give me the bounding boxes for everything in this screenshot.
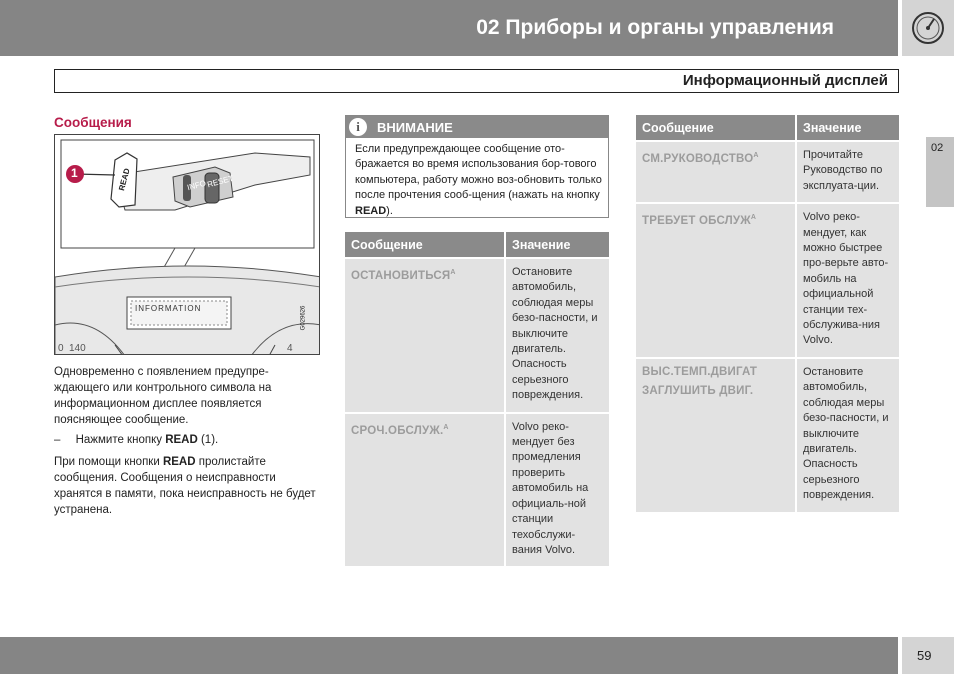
- message-cell: $ОСТАНОВИТЬСЯ^A$: [345, 257, 506, 412]
- illustration-code: G029626: [300, 305, 307, 331]
- table-row: [345, 257, 609, 412]
- table2-header-meaning: Значение: [797, 115, 899, 140]
- stalk-and-display-illustration: [54, 134, 320, 355]
- table-row: [345, 412, 609, 567]
- info-label: INFO: [186, 178, 207, 193]
- meaning-cell: Volvo реко-мендует без промедления проверить автомобиль на официаль-ной станции техобслужи-вания Volvo.: [506, 412, 609, 567]
- warning-title: ВНИМАНИЕ: [377, 120, 453, 135]
- table1-header-meaning: Значение: [506, 232, 609, 257]
- messages-table-2: [636, 115, 899, 512]
- meaning-cell: Остановите автомобиль, соблюдая меры безо-пасности, и выключите двигатель. Опасность серьезного повреждения.: [506, 257, 609, 412]
- gauge-left2-label: 140: [69, 343, 86, 354]
- gauge-right-label: 4: [287, 343, 293, 354]
- info-icon: i: [349, 118, 367, 136]
- table-row: [636, 202, 899, 357]
- page-number: 59: [917, 648, 932, 663]
- warning-text: Если предупреждающее сообщение ото-бражается во время использования бор-тового компьютера, работу можно воз-обновить только после прочтения сооб-щения (нажать на кнопку READ).: [355, 143, 602, 217]
- bullet-dash: –: [54, 434, 61, 446]
- section-header: [54, 69, 899, 93]
- table-row: [636, 140, 899, 202]
- meaning-cell: Остановите автомобиль, соблюдая меры безо-пасности, и выключите двигатель. Опасность серьезного повреждения.: [797, 357, 899, 512]
- message-cell: $СМ.РУКОВОДСТВО^A$: [636, 140, 797, 202]
- warning-header: [346, 116, 608, 138]
- page-number-box: [902, 637, 954, 674]
- warning-box: [345, 115, 609, 218]
- display-information-label: INFORMATION: [135, 304, 202, 313]
- reset-label: RESET: [206, 173, 235, 190]
- bullet-text: Нажмите кнопку: [75, 434, 166, 446]
- chapter-title: 02 Приборы и органы управления: [476, 16, 834, 39]
- chapter-icon-box: [902, 0, 954, 56]
- intro-paragraph: Одновременно с появлением предупре-ждающего или контрольного символа на информационном дисплее появляется поясняющее сообщение.: [54, 366, 272, 426]
- gauge-icon: [910, 10, 946, 46]
- footer-bar: [0, 637, 898, 674]
- table1-header-message: Сообщение: [345, 232, 506, 257]
- message-cell: СРОЧ.ОБСЛУЖ.$^A$: [345, 412, 506, 567]
- message-cell: ВЫС.ТЕМП.ДВИГАТ ЗАГЛУШИТЬ ДВИГ.: [636, 357, 797, 512]
- callout-number: 1: [71, 166, 78, 180]
- messages-heading: Сообщения: [54, 115, 132, 130]
- instruction-bullet: [54, 432, 322, 448]
- meaning-cell: Volvo реко-мендует, как можно быстрее про-верьте авто-мобиль на официальной станции тех-обслужива-ния Volvo.: [797, 202, 899, 357]
- bullet-text-end: (1).: [197, 434, 219, 446]
- messages-table-1: [345, 232, 609, 566]
- meaning-cell: Прочитайте Руководство по эксплуата-ции.: [797, 140, 899, 202]
- header-bar: [0, 0, 898, 56]
- table-row: [636, 357, 899, 512]
- read-button-ref: READ: [165, 434, 198, 446]
- scroll-paragraph: При помощи кнопки READ пролистайте сообщения. Сообщения о неисправности хранятся в памяти, пока неисправность не будет устранена.: [54, 456, 316, 516]
- read-button-label: READ: [117, 167, 132, 192]
- section-title: Информационный дисплей: [682, 72, 888, 89]
- chapter-side-tab: [926, 137, 954, 207]
- chapter-side-tab-label: 02: [931, 142, 944, 154]
- message-cell: ТРЕБУЕТ $ОБСЛУЖ^A$: [636, 202, 797, 357]
- table2-header-message: Сообщение: [636, 115, 797, 140]
- gauge-left-label: 0: [58, 343, 64, 354]
